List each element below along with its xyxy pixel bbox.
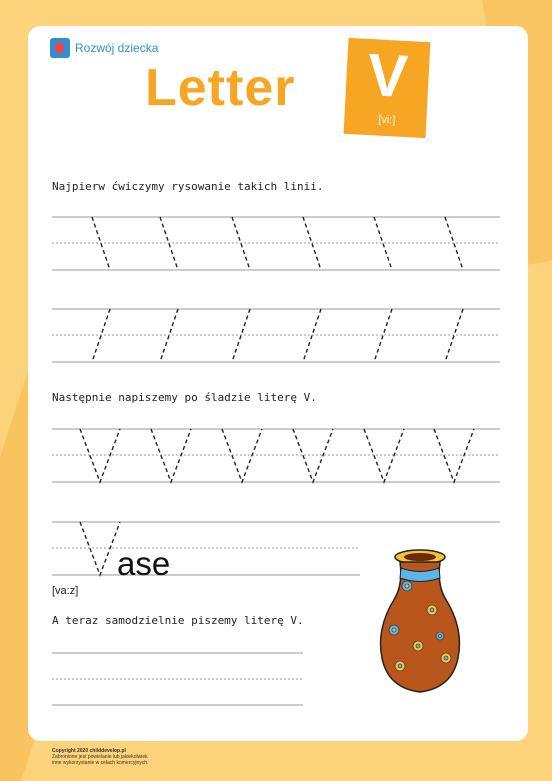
instruction-self: A teraz samodzielnie piszemy literę V. bbox=[52, 614, 304, 627]
letter-badge-char: V bbox=[365, 41, 410, 111]
instruction-trace: Następnie napiszemy po śladzie literę V. bbox=[52, 391, 317, 404]
instruction-lines: Najpierw ćwiczymy rysowanie takich linii. bbox=[52, 180, 324, 193]
page-title: Letter bbox=[145, 59, 296, 117]
brand-name: Rozwój dziecka bbox=[75, 41, 159, 55]
footer-line1: Zabronione jest powielanie lub jakiekolwiek bbox=[52, 754, 148, 760]
word-rest: ase bbox=[117, 545, 171, 582]
word-pronunciation: [va:z] bbox=[52, 585, 79, 597]
footer-line2: inne wykorzystanie w celach komercyjnych. bbox=[52, 760, 149, 766]
footer bbox=[52, 748, 148, 766]
vase-icon bbox=[370, 548, 470, 698]
letter-pronunciation: [vi:] bbox=[378, 113, 396, 127]
footer-copyright: Copyright 2020 childdevelop.pl bbox=[52, 748, 126, 754]
